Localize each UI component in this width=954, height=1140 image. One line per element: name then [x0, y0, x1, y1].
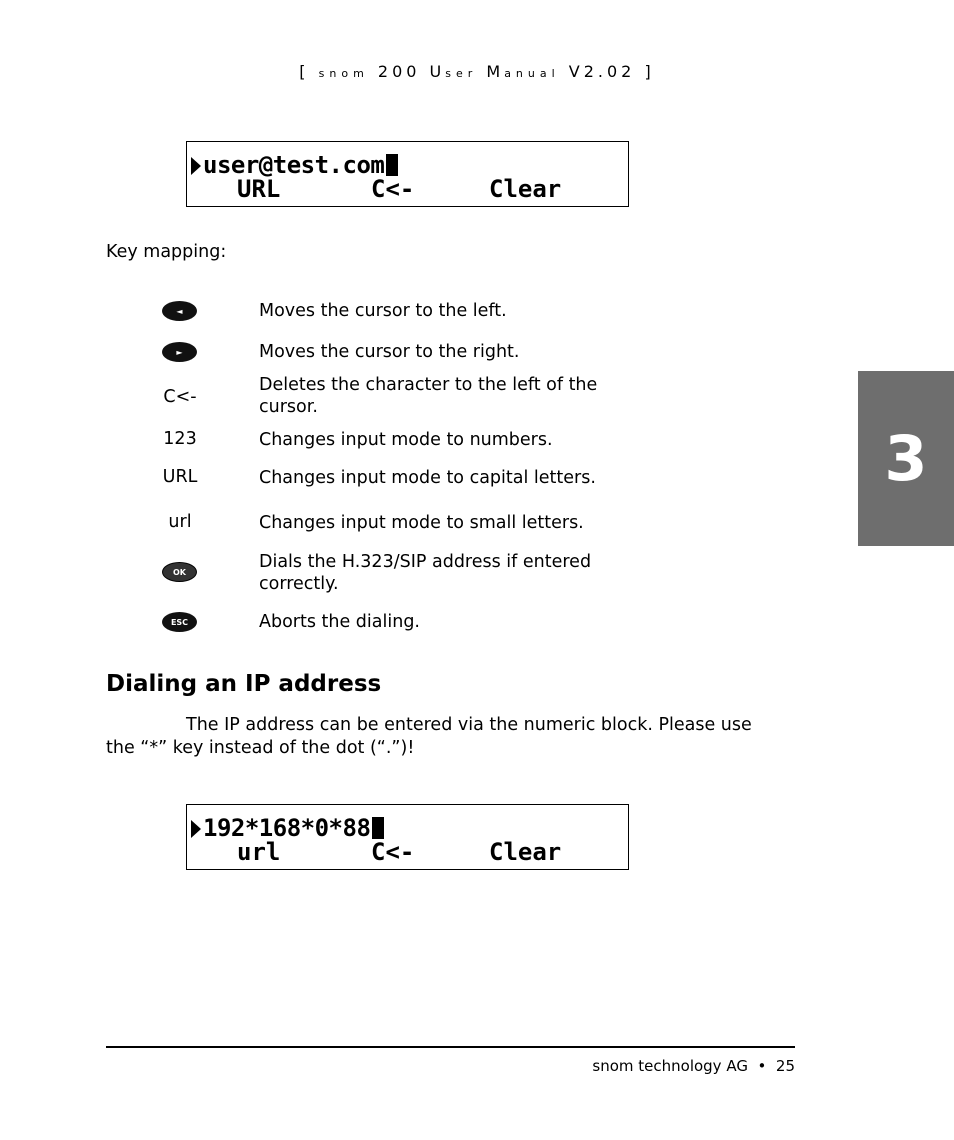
- lcd-pointer-icon: [191, 157, 201, 175]
- header-version: V2.02: [568, 62, 636, 81]
- esc-key-icon: ESC: [162, 612, 197, 632]
- footer-divider: [106, 1046, 795, 1048]
- left-arrow-key-icon: ◄: [162, 301, 197, 321]
- small-letters-key-desc: Changes input mode to small letters.: [259, 513, 584, 533]
- delete-key-desc: Deletes the character to the left of the cursor.: [259, 375, 598, 417]
- lcd-display-url: [186, 141, 629, 207]
- section-paragraph-line2: the “*” key instead of the dot (“.”)!: [106, 738, 415, 758]
- softkey-clear: Clear: [489, 175, 562, 203]
- ok-key-desc: Dials the H.323/SIP address if entered correctly.: [259, 552, 592, 594]
- lcd-cursor-icon: [386, 154, 398, 176]
- delete-key-label: C<-: [163, 387, 197, 407]
- lcd-input-text: 192*168*0*88: [203, 814, 371, 842]
- small-letters-key-label: url: [168, 512, 192, 532]
- section-paragraph-line1: The IP address can be entered via the numeric block. Please use: [186, 715, 752, 735]
- softkey-url-small: url: [237, 838, 281, 866]
- softkey-clear: Clear: [489, 838, 562, 866]
- lcd-pointer-icon: [191, 820, 201, 838]
- header-m: M: [486, 62, 505, 81]
- footer-bullet: •: [757, 1057, 767, 1075]
- right-arrow-key-icon: ►: [162, 342, 197, 362]
- chapter-tab: 3: [858, 371, 954, 546]
- header-snom: snom: [318, 67, 369, 80]
- numbers-key-label: 123: [163, 429, 197, 449]
- page-number: 25: [775, 1057, 795, 1075]
- numbers-key-desc: Changes input mode to numbers.: [259, 430, 553, 450]
- softkey-delete: C<-: [371, 175, 415, 203]
- header-u: U: [429, 62, 446, 81]
- key-mapping-label: Key mapping:: [106, 242, 227, 262]
- right-key-desc: Moves the cursor to the right.: [259, 342, 520, 362]
- footer-company: snom technology AG: [592, 1057, 748, 1075]
- softkey-delete: C<-: [371, 838, 415, 866]
- running-header: [0, 62, 954, 81]
- lcd-input-line: [191, 152, 398, 178]
- lcd-input-line: [191, 815, 384, 841]
- left-key-desc: Moves the cursor to the left.: [259, 301, 507, 321]
- esc-key-desc: Aborts the dialing.: [259, 612, 420, 632]
- header-model: 200: [377, 62, 421, 81]
- header-close-bracket: ]: [644, 62, 655, 81]
- ok-key-icon: OK: [162, 562, 197, 582]
- header-anual: anual: [504, 67, 560, 80]
- section-heading: Dialing an IP address: [106, 671, 382, 697]
- header-open-bracket: [: [299, 62, 310, 81]
- capitals-key-label: URL: [162, 467, 198, 487]
- lcd-cursor-icon: [372, 817, 384, 839]
- softkey-url: URL: [237, 175, 281, 203]
- lcd-display-ip: [186, 804, 629, 870]
- header-ser: ser: [445, 67, 478, 80]
- capitals-key-desc: Changes input mode to capital letters.: [259, 468, 596, 488]
- footer: [592, 1057, 795, 1075]
- lcd-input-text: user@test.com: [203, 151, 385, 179]
